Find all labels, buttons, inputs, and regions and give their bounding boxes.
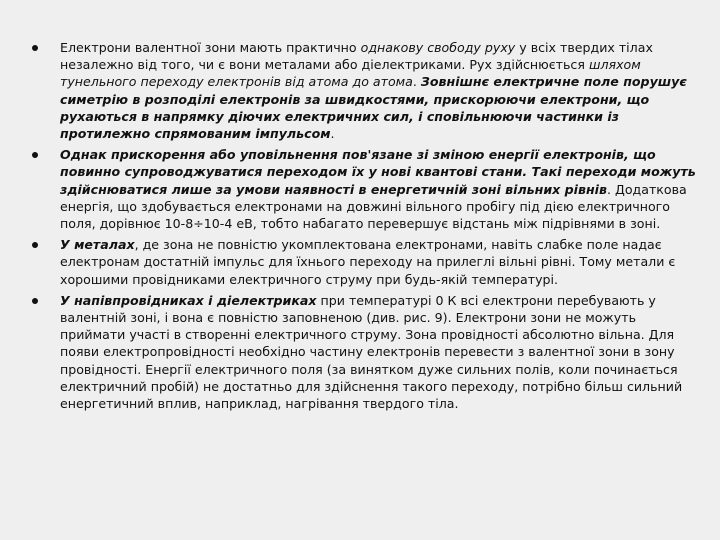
bullet-text-segment: , де зона не повністю укомплектована електронами, навіть слабке поле надає електронам достатній імпульс для їхнього переходу на прилеглі вільні рівні. Тому метали є хорошими провідниками електричного струму при будь-якій температурі. [60, 237, 676, 287]
bullet-text-segment: у всіх твердих тілах незалежно від того, чи є вони металами або діелектриками. Рух здійснюється [60, 40, 653, 73]
bullet-text-segment: . [330, 126, 335, 142]
bullet-text-segment: . Додаткова енергія, що здобувається електронами на довжині вільного пробігу під дією електричного поля, дорівнює 10-8÷10-4 еВ, тобто набагато перевершує відстань між підрівнями в зоні. [60, 181, 687, 232]
bullet-item-metals [32, 236, 698, 288]
bullet-item-energy-transition [32, 146, 698, 232]
bullet-text-segment: У металах [60, 237, 135, 253]
bullet-dot-icon [32, 45, 38, 51]
bullet-dot-icon [32, 152, 38, 158]
bullet-text-segment: шляхом тунельного переходу електронів від атома до атома [60, 57, 641, 90]
bullet-dot-icon [32, 242, 38, 248]
bullet-text-segment: при температурі 0 К всі електрони перебувають у валентній зоні, і вона є повністю заповненою (див. рис. 9). Електрони зони не можуть приймати участі в створенні електричного струму. Зона провідності абсолютно вільна. Для появи електропровідності необхідно частину електронів перевести з валентної зони в зону провідності. Енергії електричного поля (за винятком дуже сильних полів, коли починається електричний пробій) не достатньо для здійснення такого переходу, потрібно більш сильний енергетичний вплив, наприклад, нагрівання твердого тіла. [60, 292, 683, 412]
bullet-item-valence-electrons [32, 39, 698, 142]
bullet-list [32, 39, 698, 416]
bullet-text-segment: однакову свободу руху [360, 40, 516, 55]
bullet-text-segment: Зовнішнє електричне поле порушує симетрію в розподілі електронів за швидкостями, прискорюючи електрони, що рухаються в напрямку діючих електричних сил, і сповільнюючи частинки із протилежно спрямованим імпульсом [60, 74, 687, 142]
bullet-text-segment: Однак прискорення або уповільнення пов'язане зі зміною енергії електронів, що повинно супроводжуватися переходом їх у нові квантові стани. Такі переходи можуть здійснюватися лише за умови наявності в енергетичній зоні вільних рівнів [60, 147, 696, 197]
bullet-dot-icon [32, 298, 38, 304]
bullet-text-segment: У напівпровідниках і діелектриках [60, 292, 317, 308]
bullet-item-semiconductors [32, 292, 698, 412]
bullet-text-segment: . [412, 74, 421, 90]
bullet-text-segment: Електрони валентної зони мають практично [60, 40, 361, 55]
